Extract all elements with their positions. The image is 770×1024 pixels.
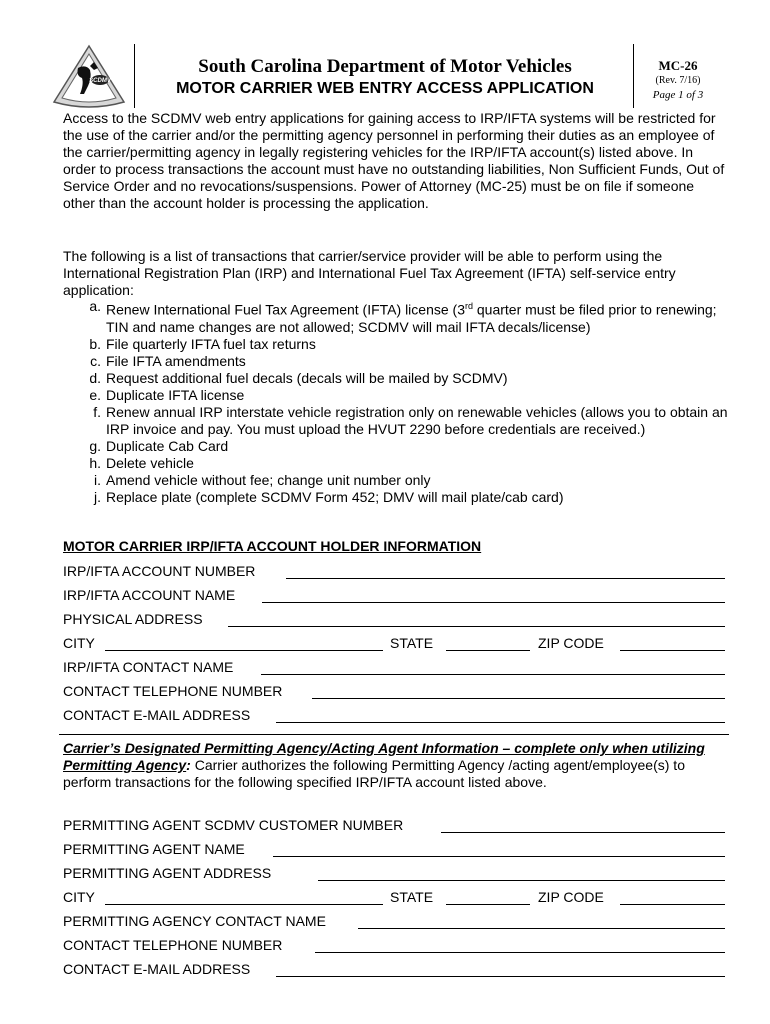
list-item-letter: b. [89,335,101,352]
department-title: South Carolina Department of Motor Vehicles [198,56,572,77]
header-divider [633,44,634,108]
intro-paragraph-2: The following is a list of transactions that carrier/service provider will be able to perform using the International Registration Plan (IRP) and International Fuel Tax Agreement (IFTA) self-service entry application: [63,248,676,298]
agent-section-heading: Carrier’s Designated Permitting Agency/Acting Agent Information – complete only when utilizing Permitting Agency [63,740,705,773]
list-item-text-main: Duplicate Cab Card [106,437,229,454]
page-indicator: Page 1 of 3 [652,89,704,101]
state-label: STATE [390,635,434,651]
list-item [63,353,728,370]
city-field[interactable] [105,650,383,651]
list-item-superscript: rd [464,301,473,311]
customer-number-label: PERMITTING AGENT SCDMV CUSTOMER NUMBER [63,817,404,833]
list-item-text [106,336,728,353]
agent-section-intro [63,740,728,791]
agent-section-text: Carrier authorizes the following Permitting Agency /acting agent/employee(s) to perform transactions for the following specified IRP/IFTA account listed above. [63,757,685,790]
list-item-text-main: Amend vehicle without fee; change unit number only [106,471,431,488]
agent-city-state-zip-row [63,889,728,907]
form-revision: (Rev. 7/16) [655,75,701,86]
list-item-text-main: Renew annual IRP interstate vehicle registration only on renewable vehicles (allows you to obtain an IRP invoice and pay. You must upload the HVUT 2290 before credentials are received.) [106,403,728,437]
list-item [63,298,728,336]
account-number-field[interactable] [286,578,725,579]
contact-email-row [63,707,728,725]
city-state-zip-row [63,635,728,653]
agency-contact-name-label: PERMITTING AGENCY CONTACT NAME [63,913,326,929]
account-name-label: IRP/IFTA ACCOUNT NAME [63,587,236,603]
contact-phone-label: CONTACT TELEPHONE NUMBER [63,683,283,699]
agency-phone-label: CONTACT TELEPHONE NUMBER [63,937,283,953]
list-item-letter: i. [94,471,101,488]
list-item [63,387,728,404]
agency-email-label: CONTACT E-MAIL ADDRESS [63,961,251,977]
list-item [63,489,728,506]
account-number-row [63,563,728,581]
list-item-text-main: Request additional fuel decals (decals will be mailed by SCDMV) [106,369,508,386]
account-name-field[interactable] [262,602,725,603]
agent-city-field[interactable] [105,904,383,905]
list-item [63,455,728,472]
list-item-text [106,370,728,387]
customer-number-field[interactable] [441,832,725,833]
agency-email-field[interactable] [276,976,725,977]
agent-heading-colon: : [186,757,191,773]
list-item-letter: h. [89,454,101,471]
physical-address-label: PHYSICAL ADDRESS [63,611,203,627]
list-item-text-main: File quarterly IFTA fuel tax returns [106,335,316,352]
agency-phone-field[interactable] [315,952,725,953]
agent-name-label: PERMITTING AGENT NAME [63,841,245,857]
physical-address-row [63,611,728,629]
list-item-text [106,455,728,472]
account-holder-heading: MOTOR CARRIER IRP/IFTA ACCOUNT HOLDER INFORMATION [63,538,482,554]
scdmv-logo-icon [52,44,126,108]
contact-email-label: CONTACT E-MAIL ADDRESS [63,707,251,723]
list-item-letter: f. [93,403,101,420]
agent-address-row [63,865,728,883]
contact-phone-row [63,683,728,701]
list-item [63,438,728,455]
list-item-text [106,387,728,404]
list-item-text [106,438,728,455]
list-item-text-main: Replace plate (complete SCDMV Form 452; DMV will mail plate/cab card) [106,488,564,505]
customer-number-row [63,817,728,835]
svg-text:SCDMV: SCDMV [89,78,111,84]
agency-contact-name-row [63,913,728,931]
list-item-text-main: Delete vehicle [106,454,194,471]
agency-email-row [63,961,728,979]
agent-state-field[interactable] [446,904,530,905]
agent-zip-label: ZIP CODE [538,889,604,905]
list-item-text [106,472,728,489]
agency-phone-row [63,937,728,955]
city-label: CITY [63,635,95,651]
transactions-list [63,298,728,506]
agent-address-label: PERMITTING AGENT ADDRESS [63,865,272,881]
agent-city-label: CITY [63,889,95,905]
list-item-letter: j. [94,488,101,505]
account-number-label: IRP/IFTA ACCOUNT NUMBER [63,563,256,579]
list-item-letter: e. [89,386,101,403]
agent-name-field[interactable] [273,856,725,857]
header-divider [134,44,135,108]
zip-label: ZIP CODE [538,635,604,651]
state-field[interactable] [446,650,530,651]
list-item-text-main: Renew International Fuel Tax Agreement (IFTA) license (3 [106,301,465,318]
contact-name-field[interactable] [261,674,725,675]
zip-field[interactable] [620,650,725,651]
intro-paragraph-1: Access to the SCDMV web entry applications for gaining access to IRP/IFTA systems will be restricted for the use of the carrier and/or the permitting agency personnel in performing their duties as an employee of the carrier/permitting agency in legally registering vehicles for the IRP/IFTA account(s) listed above. In order to process transactions the account must have no outstanding liabilities, Non Sufficient Funds, Out of Service Order and no revocations/suspensions. Power of Attorney (MC-25) must be on file if someone other than the account holder is processing the application. [63,110,725,211]
list-item-text [106,404,728,438]
list-item [63,472,728,489]
list-item-text-main: Duplicate IFTA license [106,386,245,403]
list-item [63,370,728,387]
physical-address-field[interactable] [228,626,725,627]
list-item-text-rest: quarter must be filed prior to renewing; TIN and name changes are not allowed; SCDMV will mail IFTA decals/license) [106,301,717,335]
contact-email-field[interactable] [276,722,725,723]
list-item-text [106,489,728,506]
form-title: MOTOR CARRIER WEB ENTRY ACCESS APPLICATION [176,80,594,97]
list-item [63,404,728,438]
list-item-text-main: File IFTA amendments [106,352,246,369]
agent-state-label: STATE [390,889,434,905]
agent-zip-field[interactable] [620,904,725,905]
list-item-text [106,298,728,336]
agent-address-field[interactable] [318,880,725,881]
contact-name-label: IRP/IFTA CONTACT NAME [63,659,234,675]
account-name-row [63,587,728,605]
agent-name-row [63,841,728,859]
list-item-letter: d. [89,369,101,386]
agency-contact-name-field[interactable] [358,928,725,929]
list-item-letter: a. [89,298,101,314]
list-item [63,336,728,353]
section-divider [59,734,729,735]
form-number: MC-26 [658,58,698,73]
list-item-text [106,353,728,370]
list-item-letter: g. [89,437,101,454]
contact-name-row [63,659,728,677]
list-item-letter: c. [90,352,101,369]
contact-phone-field[interactable] [312,698,725,699]
